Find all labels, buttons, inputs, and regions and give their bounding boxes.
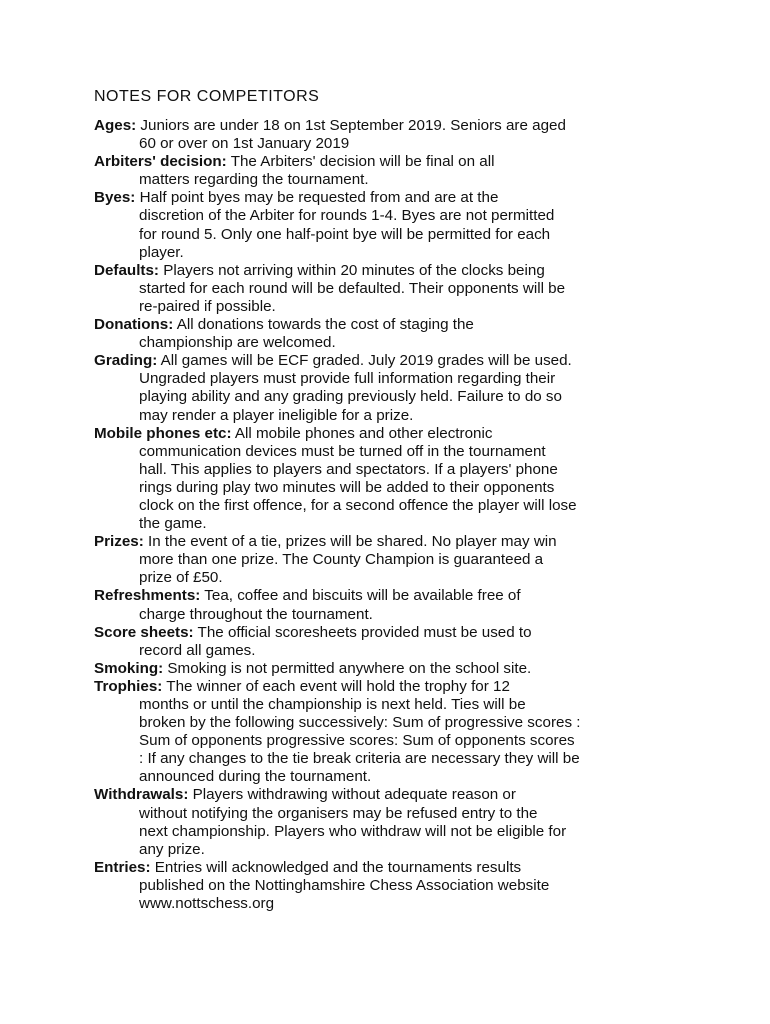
note-continuation-line: months or until the championship is next held. Ties will be <box>139 696 526 713</box>
note-continuation-line: communication devices must be turned off in the tournament <box>139 442 546 460</box>
note-continuation-line: : If any changes to the tie break criteria are necessary they will be <box>139 750 580 768</box>
note-continuation-line: clock on the first offence, for a second offence the player will lose <box>139 496 577 514</box>
note-text: In the event of a tie, prizes will be shared. No player may win <box>143 533 557 551</box>
page-heading: NOTES FOR COMPETITORS <box>94 88 320 105</box>
note-continuation-line: next championship. Players who withdraw will not be eligible for <box>139 822 567 840</box>
note-text: The Arbiters' decision will be final on all <box>226 153 495 171</box>
note-first-line <box>94 660 694 678</box>
note-entry <box>94 352 694 424</box>
note-text: Tea, coffee and biscuits will be available free of <box>200 587 521 605</box>
note-continuation-line: re-paired if possible. <box>139 297 276 315</box>
note-text: Half point byes may be requested from and are at the <box>135 189 499 207</box>
note-continuation-line: Ungraded players must provide full information regarding their <box>139 370 556 388</box>
note-first-line <box>94 533 694 551</box>
note-first-line <box>94 425 694 443</box>
note-text: All games will be ECF graded. July 2019 grades will be used. <box>157 352 572 370</box>
note-continuation-line: Sum of opponents progressive scores: Sum of opponents scores <box>139 732 575 750</box>
note-continuation-line: published on the Nottinghamshire Chess Association website <box>139 876 550 894</box>
note-term: Trophies: <box>94 677 163 695</box>
note-text: Players withdrawing without adequate reason or <box>188 786 516 804</box>
note-term: Arbiters' decision: <box>94 153 227 171</box>
note-continuation-line: hall. This applies to players and spectators. If a players' phone <box>139 460 558 478</box>
note-continuation-line: prize of £50. <box>139 569 223 587</box>
note-continuation-line: without notifying the organisers may be refused entry to the <box>139 804 538 822</box>
note-text: Smoking is not permitted anywhere on the school site. <box>163 659 532 677</box>
note-entry <box>94 533 694 587</box>
note-term: Smoking: <box>94 659 164 677</box>
note-continuation-line: any prize. <box>139 840 205 858</box>
note-term: Prizes: <box>94 533 144 551</box>
note-continuation-line: record all games. <box>139 641 256 659</box>
note-first-line <box>94 587 694 605</box>
note-first-line <box>94 189 694 207</box>
note-text: Juniors are under 18 on 1st September 2019. Seniors are aged <box>136 117 566 134</box>
note-first-line <box>94 859 694 877</box>
note-continuation-line: announced during the tournament. <box>139 768 372 786</box>
note-first-line <box>94 352 694 370</box>
note-text: Entries will acknowledged and the tournaments results <box>150 858 522 876</box>
note-first-line <box>94 624 694 642</box>
note-text: The official scoresheets provided must be used to <box>193 623 532 641</box>
note-continuation-line: may render a player ineligible for a prize. <box>139 406 414 424</box>
note-continuation-line: www.nottschess.org <box>139 895 275 913</box>
note-entry <box>94 660 694 678</box>
note-continuation-line: player. <box>139 243 184 261</box>
note-entry <box>94 587 694 623</box>
note-term: Defaults: <box>94 261 159 279</box>
notes-list <box>94 117 694 913</box>
note-continuation-line: rings during play two minutes will be added to their opponents <box>139 478 555 496</box>
note-entry <box>94 153 694 189</box>
note-continuation-line: matters regarding the tournament. <box>139 171 369 189</box>
note-entry <box>94 425 694 534</box>
note-term: Refreshments: <box>94 587 201 605</box>
note-entry <box>94 189 694 261</box>
note-continuation-line: championship are welcomed. <box>139 334 336 352</box>
note-entry <box>94 316 694 352</box>
note-continuation-line: 60 or over on 1st January 2019 <box>139 135 350 153</box>
note-term: Withdrawals: <box>94 786 189 804</box>
note-first-line <box>94 786 694 804</box>
note-entry <box>94 786 694 858</box>
note-continuation-line: charge throughout the tournament. <box>139 605 373 623</box>
note-first-line <box>94 117 694 135</box>
note-continuation-line: for round 5. Only one half-point bye will be permitted for each <box>139 225 551 243</box>
note-term: Entries: <box>94 858 151 876</box>
note-term: Ages: <box>94 117 137 134</box>
note-text: The winner of each event will hold the trophy for 12 <box>162 677 510 695</box>
note-entry <box>94 859 694 913</box>
note-term: Score sheets: <box>94 623 194 641</box>
note-text: All mobile phones and other electronic <box>231 424 493 442</box>
note-first-line <box>94 262 694 280</box>
note-term: Grading: <box>94 352 158 370</box>
note-first-line <box>94 678 694 696</box>
note-entry <box>94 262 694 316</box>
note-continuation-line: more than one prize. The County Champion is guaranteed a <box>139 551 544 569</box>
note-continuation-line: broken by the following successively: Sum of progressive scores : <box>139 714 581 732</box>
note-text: All donations towards the cost of staging the <box>173 316 474 334</box>
note-term: Mobile phones etc: <box>94 424 232 442</box>
note-text: Players not arriving within 20 minutes of the clocks being <box>158 261 545 279</box>
note-term: Byes: <box>94 189 136 207</box>
note-first-line <box>94 316 694 334</box>
note-entry <box>94 678 694 787</box>
note-continuation-line: discretion of the Arbiter for rounds 1-4. Byes are not permitted <box>139 207 555 225</box>
note-first-line <box>94 153 694 171</box>
note-entry <box>94 117 694 153</box>
note-continuation-line: the game. <box>139 515 207 533</box>
note-continuation-line: started for each round will be defaulted. Their opponents will be <box>139 279 566 297</box>
note-term: Donations: <box>94 316 174 334</box>
note-continuation-line: playing ability and any grading previously held. Failure to do so <box>139 388 562 406</box>
note-entry <box>94 624 694 660</box>
